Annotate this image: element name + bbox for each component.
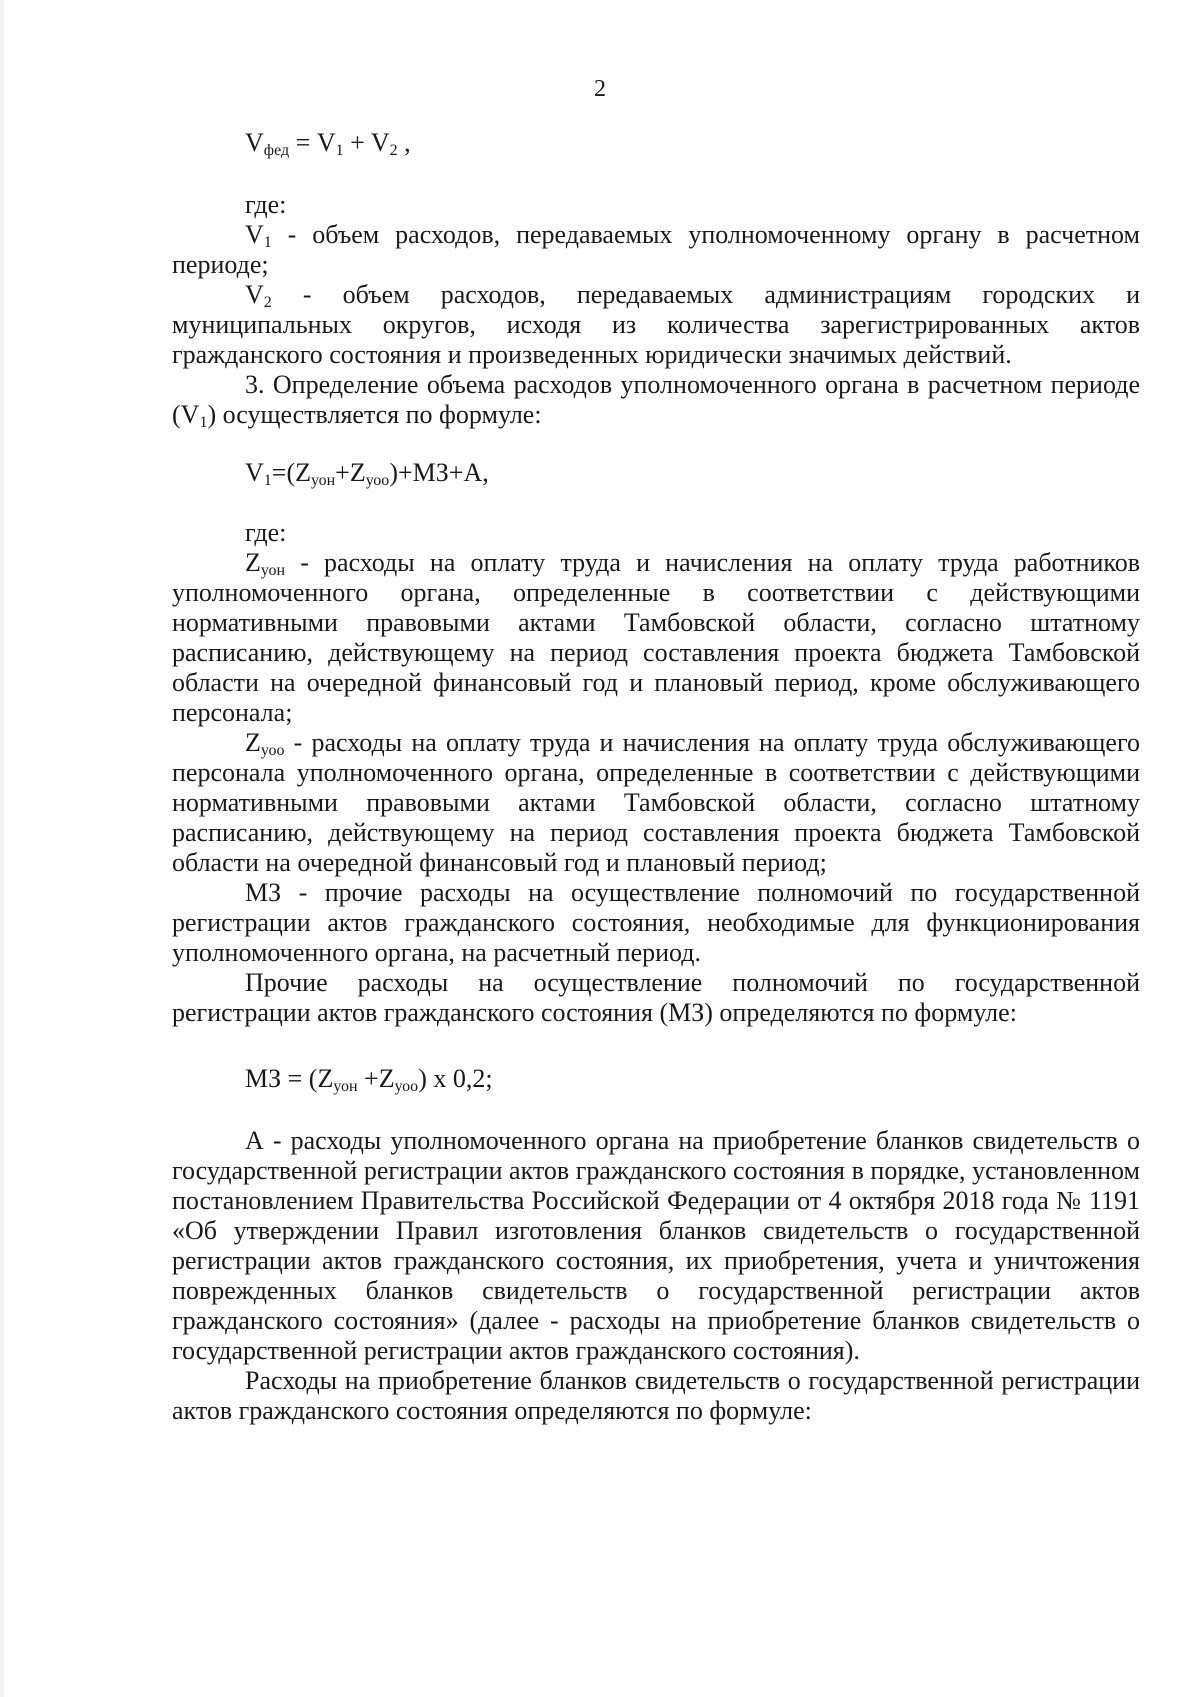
definition-mz: МЗ - прочие расходы на осуществление полномочий по государственной регистрации актов гражданского состояния, необходимые для функционирования уполномоченного органа, на расчетный период.	[172, 878, 1140, 967]
where-label-2: где:	[245, 518, 287, 547]
formula-vfed: $V_{фед} = V_1 + V_2$ ,	[245, 128, 411, 159]
scan-edge	[0, 0, 4, 1697]
definition-zuon: $Z_{уон}$ - расходы на оплату труда и начисления на оплату труда работников уполномоченного органа, определенные в соответствии с действующими нормативными правовыми актами Тамбовской области, согласно штатному расписанию, действующему на период составления проекта бюджета Тамбовской области на очередной финансовый год и плановый период, кроме обслуживающего персонала;	[172, 548, 1140, 727]
mz-formula-intro: Прочие расходы на осуществление полномочий по государственной регистрации актов гражданского состояния (МЗ) определяются по формуле:	[172, 968, 1140, 1027]
definition-zuoo: $Z_{уоо}$ - расходы на оплату труда и начисления на оплату труда обслуживающего персонала уполномоченного органа, определенные в соответствии с действующими нормативными правовыми актами Тамбовской области, согласно штатному расписанию, действующему на период составления проекта бюджета Тамбовской области на очередной финансовый год и плановый период;	[172, 728, 1140, 877]
definition-v1: $V_1$ - объем расходов, передаваемых уполномоченному органу в расчетном периоде;	[172, 220, 1140, 279]
formula-mz: МЗ = $(Z_{уон} +Z_{уоо})$ х 0,2;	[245, 1064, 493, 1095]
definition-a: А - расходы уполномоченного органа на приобретение бланков свидетельств о государственной регистрации актов гражданского состояния в порядке, установленном постановлением Правительства Российской Федерации от 4 октября 2018 года № 1191 «Об утверждении Правил изготовления бланков свидетельств о государственной регистрации актов гражданского состояния, их приобретения, учета и уничтожения поврежденных бланков свидетельств о государственной регистрации актов гражданского состояния» (далее - расходы на приобретение бланков свидетельств о государственной регистрации актов гражданского состояния).	[172, 1126, 1140, 1365]
formula-v1: $V_1=(Z_{уон}+Z_{уоо})+МЗ+А$,	[245, 458, 489, 489]
page-number: 2	[594, 76, 606, 102]
document-body	[172, 128, 1140, 1426]
where-label-1: где:	[245, 190, 287, 219]
definition-v2: $V_2$ - объем расходов, передаваемых администрациям городских и муниципальных округов, исходя из количества зарегистрированных актов гражданского состояния и произведенных юридически значимых действий.	[172, 280, 1140, 369]
last-paragraph: Расходы на приобретение бланков свидетельств о государственной регистрации актов гражданского состояния определяются по формуле:	[172, 1366, 1140, 1425]
item-3-paragraph: 3. Определение объема расходов уполномоченного органа в расчетном периоде $(V_1)$ осуществляется по формуле:	[172, 370, 1140, 431]
